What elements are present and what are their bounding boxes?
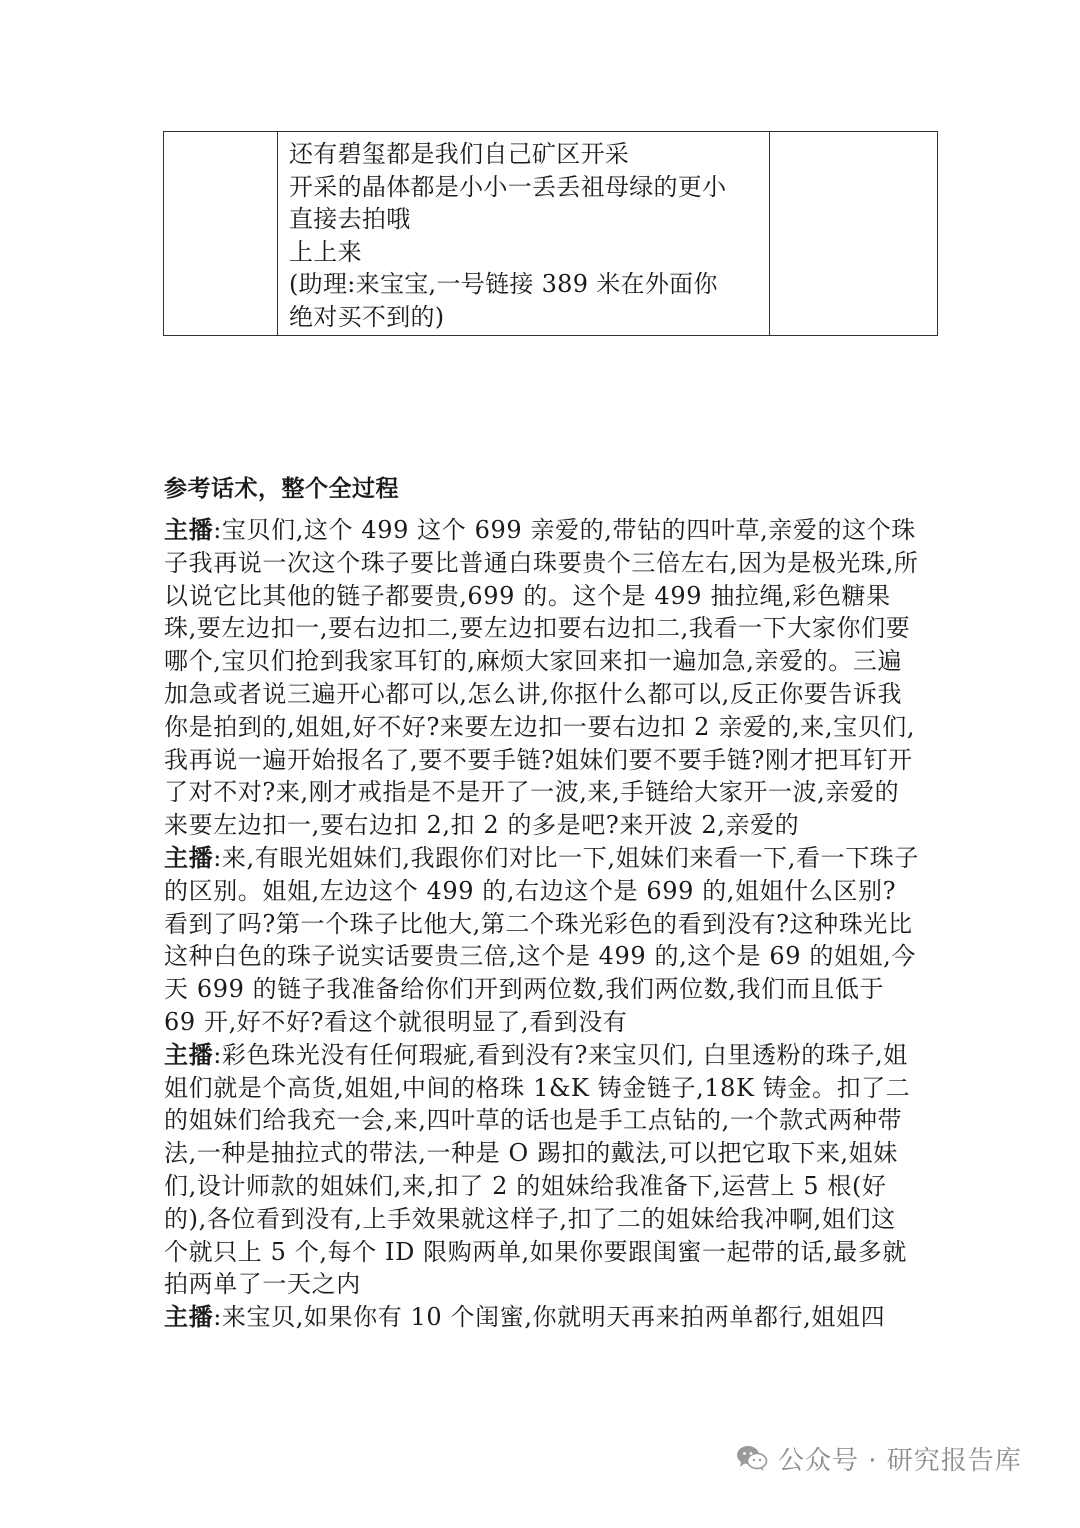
table-cell-lines	[278, 132, 769, 333]
paragraph-text: :彩色珠光没有任何瑕疵,看到没有?来宝贝们, 白里透粉的珠子,姐姐们就是个高货,姐姐,中间的格珠 1&K 铸金链子,18K 铸金。扣了二的姐妹们给我充一会,来,四叶草的话也是手工点钻的,一个款式两种带法,一种是抽拉式的带法,一种是 O 踢扣的戴法,可以把它取下来,姐妹们,设计师款的姐妹们,来,扣了 2 的姐妹给我准备下,运营上 5 根(好的),各位看到没有,上手效果就这样子,扣了二的姐妹给我冲啊,姐们这个就只上 5 个,每个 ID 限购两单,如果你要跟闺蜜一起带的话,最多就拍两单了一天之内	[164, 1040, 911, 1299]
script-table	[163, 131, 938, 336]
paragraph-text: :来,有眼光姐妹们,我跟你们对比一下,姐妹们来看一下,看一下珠子的区别。姐姐,左边这个 499 的,右边这个是 699 的,姐姐什么区别?看到了吗?第一个珠子比他大,第二个珠光彩色的看到没有?这种珠光比这种白色的珠子说实话要贵三倍,这个是 499 的,这个是 69 的姐姐,今天 699 的链子我准备给你们开到两位数,我们两位数,我们而且低于 69 开,好不好?看这个就很明显了,看到没有	[164, 843, 920, 1036]
table-cell-content	[278, 132, 770, 336]
table-line: (助理:来宝宝,一号链接 389 米在外面你	[289, 270, 718, 298]
section-heading: 参考话术，整个全过程	[164, 476, 399, 502]
table-row	[164, 132, 938, 336]
paragraph-text: :宝贝们,这个 499 这个 699 亲爱的,带钻的四叶草,亲爱的这个珠子我再说一次这个珠子要比普通白珠要贵个三倍左右,因为是极光珠,所以说它比其他的链子都要贵,699 的。这个是 499 抽拉绳,彩色糖果珠,要左边扣一,要右边扣二,要左边扣要右边扣二,我看一下大家你们要哪个,宝贝们抢到我家耳钉的,麻烦大家回来扣一遍加急,亲爱的。三遍加急或者说三遍开心都可以,怎么讲,你抠什么都可以,反正你要告诉我你是拍到的,姐姐,好不好?来要左边扣一要右边扣 2 亲爱的,来,宝贝们,我再说一遍开始报名了,要不要手链?姐妹们要不要手链?刚才把耳钉开了对不对?来,刚才戒指是不是开了一波,来,手链给大家开一波,亲爱的来要左边扣一,要右边扣 2,扣 2 的多是吧?来开波 2,亲爱的	[164, 516, 919, 840]
table-cell-right	[770, 132, 938, 336]
script-paragraph	[164, 514, 920, 842]
speaker-label: 主播	[164, 1040, 214, 1069]
table-line: 还有碧玺都是我们自己矿区开采	[289, 140, 630, 168]
speaker-label: 主播	[164, 843, 214, 872]
table-line: 开采的晶体都是小小一丢丢祖母绿的更小	[289, 172, 727, 201]
paragraph-text: :来宝贝,如果你有 10 个闺蜜,你就明天再来拍两单都行,姐姐四	[213, 1303, 886, 1332]
table-line: 绝对买不到的)	[289, 302, 445, 331]
table-line: 上上来	[289, 237, 362, 266]
script-paragraph	[164, 1301, 920, 1334]
wechat-icon	[736, 1444, 768, 1472]
script-paragraph	[164, 842, 920, 1039]
script-body	[164, 514, 920, 1334]
watermark-text: 公众号 · 研究报告库	[778, 1445, 1022, 1476]
speaker-label: 主播	[164, 516, 214, 544]
speaker-label: 主播	[164, 1303, 214, 1332]
table-cell-left	[164, 132, 278, 336]
watermark	[736, 1440, 1022, 1476]
script-paragraph	[164, 1039, 920, 1301]
table-line: 直接去拍哦	[289, 205, 411, 233]
